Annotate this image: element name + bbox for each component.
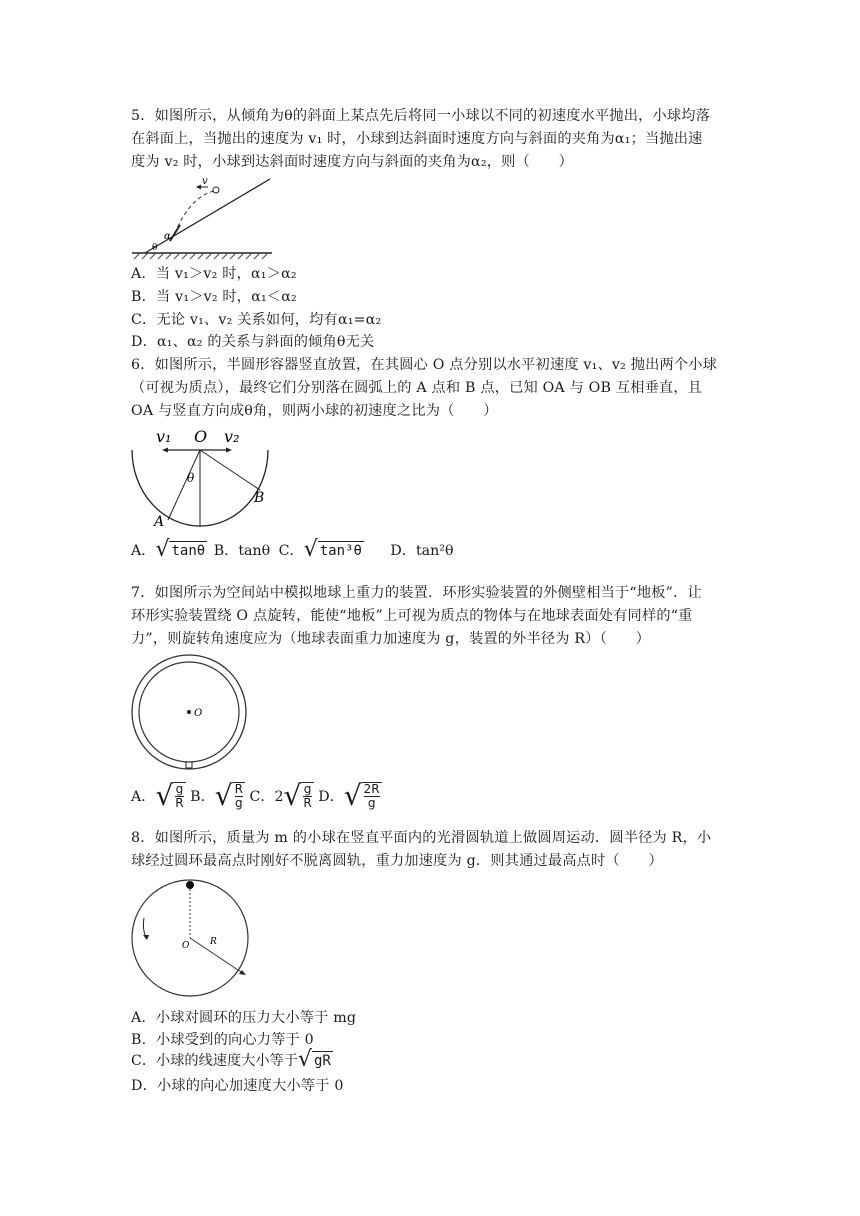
q6-option-c-radical: √ tan³θ bbox=[303, 537, 362, 562]
label-v: v bbox=[202, 176, 208, 187]
trajectory-path bbox=[175, 191, 214, 233]
q7-option-b-label: B． bbox=[190, 789, 215, 805]
label-O: O bbox=[194, 708, 203, 719]
q7-line-2: 环形实验装置绕 O 点旋转，能使“地板”上可视为质点的物体与在地球表面处有同样的“重 bbox=[131, 608, 693, 624]
q7-option-b-radical: √ $\frac{R}{g}$ bbox=[214, 779, 243, 812]
q5-incline-figure bbox=[130, 175, 275, 260]
q7-ring-figure bbox=[130, 653, 250, 773]
q6-line-2: （可视为质点），最终它们分别落在圆弧上的 A 点和 B 点，已知 OA 与 OB 互相垂直，且 bbox=[131, 380, 703, 396]
q6-option-c-label: C． bbox=[278, 543, 304, 559]
label-theta: θ bbox=[187, 471, 195, 485]
q8-line-1: 8．如图所示，质量为 m 的小球在竖直平面内的光滑圆轨道上做圆周运动．圆半径为 R，小 bbox=[131, 830, 712, 846]
label-B: B bbox=[254, 490, 265, 506]
q5-option-d: D．α₁、α₂ 的关系与斜面的倾角θ无关 bbox=[131, 334, 375, 350]
label-alpha: α bbox=[164, 231, 171, 242]
line-OB bbox=[200, 450, 260, 490]
label-v1: v₁ bbox=[156, 427, 172, 446]
q7-option-d-label: D． bbox=[318, 789, 344, 805]
q6-option-a-label: A． bbox=[131, 543, 156, 559]
q6-line-3: OA 与竖直方向成θ角，则两小球的初速度之比为（ ） bbox=[131, 403, 498, 419]
q7-option-a-radical: √ $\frac{g}{R}$ bbox=[155, 779, 184, 812]
q8-line-2: 球经过圆环最高点时刚好不脱离圆轨，重力加速度为 g．则其通过最高点时（ ） bbox=[131, 853, 663, 869]
ground-hatch bbox=[134, 253, 268, 259]
label-R: R bbox=[210, 937, 217, 947]
q6-option-a-radical: √ tanθ bbox=[155, 537, 206, 562]
q7-option-c-radical: √ $\frac{g}{R}$ bbox=[283, 779, 312, 812]
q6-option-d: D．tan²θ bbox=[390, 543, 454, 559]
q8-option-c-label: C．小球的线速度大小等于 bbox=[131, 1053, 298, 1069]
q8-circle-figure bbox=[130, 876, 252, 1001]
object-on-floor bbox=[186, 762, 192, 768]
q7-line-1: 7．如图所示为空间站中模拟地球上重力的装置．环形实验装置的外侧壁相当于“地板”．让 bbox=[131, 585, 702, 601]
q5-line-3: 度为 v₂ 时，小球到达斜面时速度方向与斜面的夹角为α₂，则（ ） bbox=[131, 154, 574, 170]
q6-semicircle-figure bbox=[128, 422, 273, 530]
q5-option-c: C．无论 v₁、v₂ 关系如何，均有α₁=α₂ bbox=[131, 312, 382, 328]
q7-options bbox=[131, 779, 382, 812]
label-theta: θ bbox=[152, 243, 158, 253]
radius-line bbox=[190, 938, 244, 974]
q7-option-a-label: A． bbox=[131, 789, 156, 805]
q5-option-a: A．当 v₁＞v₂ 时，α₁＞α₂ bbox=[131, 266, 297, 282]
label-v2: v₂ bbox=[224, 427, 240, 446]
q7-option-d-radical: √ $\frac{2R}{g}$ bbox=[343, 779, 380, 812]
ball bbox=[186, 881, 194, 889]
q6-option-b: B．tanθ bbox=[213, 543, 271, 559]
label-O: O bbox=[182, 941, 190, 951]
q8-option-c bbox=[131, 1047, 333, 1072]
q5-line-2: 在斜面上，当抛出的速度为 v₁ 时，小球到达斜面时速度方向与斜面的夹角为α₁；当抛出速 bbox=[131, 131, 703, 147]
center-point bbox=[187, 710, 191, 714]
label-O: O bbox=[194, 427, 208, 446]
line-OA bbox=[168, 450, 200, 520]
q5-option-b: B．当 v₁＞v₂ 时，α₁＜α₂ bbox=[131, 289, 297, 305]
q8-option-b: B．小球受到的向心力等于 0 bbox=[131, 1032, 314, 1048]
q6-line-1: 6．如图所示，半圆形容器竖直放置，在其圆心 O 点分别以水平初速度 v₁、v₂ 抛出两个小球 bbox=[131, 357, 718, 373]
label-A: A bbox=[154, 514, 165, 530]
q8-option-c-radical: √ gR bbox=[297, 1047, 331, 1072]
q6-options bbox=[131, 537, 454, 562]
q8-option-a: A．小球对圆环的压力大小等于 mg bbox=[131, 1010, 357, 1026]
q5-line-1: 5．如图所示，从倾角为θ的斜面上某点先后将同一小球以不同的初速度水平抛出，小球均落 bbox=[131, 108, 711, 124]
q7-line-3: 力”，则旋转角速度应为（地球表面重力加速度为 g，装置的外半径为 R）（ ） bbox=[131, 631, 651, 647]
q7-option-c-label: C．2 bbox=[249, 789, 284, 805]
ball bbox=[213, 187, 219, 193]
q8-option-d: D．小球的向心加速度大小等于 0 bbox=[131, 1078, 344, 1094]
